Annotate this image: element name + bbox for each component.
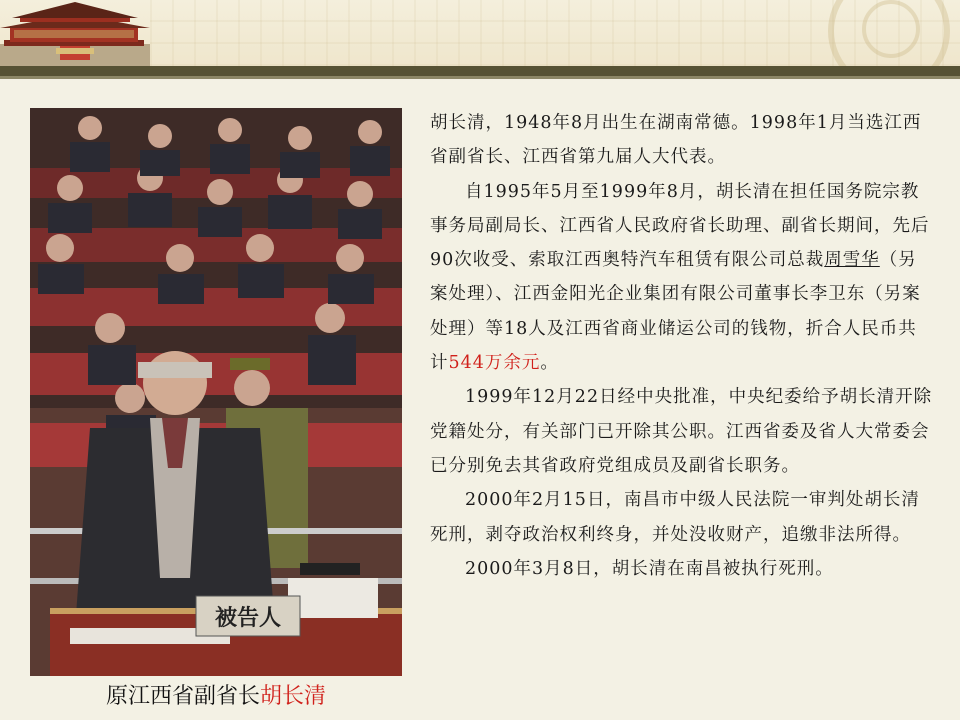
paragraph-expulsion: 1999年12月22日经中央批准，中央纪委给予胡长清开除党籍处分，有关部门已开除其公职。江西省委及省人大常委会已分别免去其省政府党组成员及副省长职务。 [430, 387, 933, 476]
courtroom-photo [30, 108, 402, 676]
header-ornament-small [862, 0, 920, 58]
paragraph-bio: 胡长清，1948年8月出生在湖南常德。1998年1月当选江西省副省长、江西省第九届人大代表。 [430, 113, 922, 168]
tiananmen-icon [0, 0, 150, 66]
header-band [0, 66, 960, 76]
bribery-end: 。 [540, 353, 559, 374]
paragraph-execution: 2000年3月8日，胡长清在南昌被执行死刑。 [465, 558, 834, 579]
bribery-text-2: （另案处理）、江西金阳光企业集团有限公司董事长李卫东（另案处理）等18人及江西省商业储运公司的钱物，折合人民币共计 [430, 250, 921, 374]
slide-header [0, 0, 960, 66]
caption-name: 胡长清 [260, 684, 327, 709]
header-band-light [0, 76, 960, 79]
caption-prefix: 原江西省副省长 [105, 684, 260, 709]
bribery-name-underlined: 周雪华 [824, 250, 880, 271]
paragraph-sentence: 2000年2月15日，南昌市中级人民法院一审判处胡长清死刑，剥夺政治权利终身，并处没收财产，追缴非法所得。 [430, 490, 920, 545]
bribery-text-1: 自1995年5月至1999年8月，胡长清在担任国务院宗教事务局副局长、江西省人民政府省长助理、副省长期间，先后90次收受、索取江西奥特汽车租赁有限公司总裁 [430, 181, 930, 271]
article-text [430, 106, 935, 586]
paragraph-bribery [430, 175, 935, 381]
defendant-sign: 被告人 [214, 606, 282, 631]
photo-caption [30, 680, 402, 714]
bribery-amount: 544万余元 [448, 353, 541, 374]
